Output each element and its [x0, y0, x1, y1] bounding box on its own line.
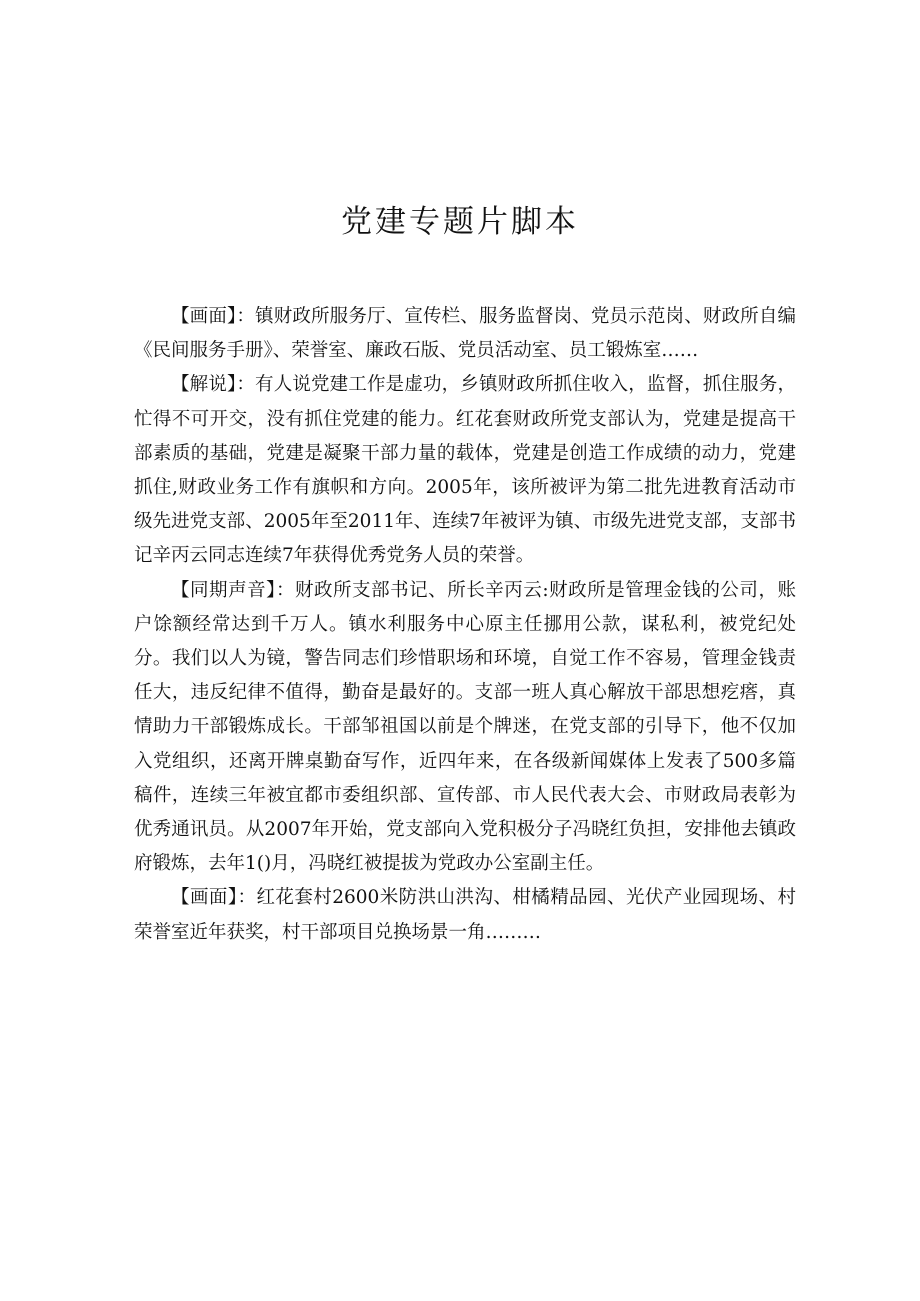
paragraph-scene-2 — [134, 881, 796, 949]
paragraph-sync-sound — [134, 574, 796, 882]
paragraph-narration — [134, 368, 796, 573]
document-title: 党建专题片脚本 — [341, 204, 579, 240]
paragraph-text: ：财政所支部书记、所长辛丙云:财政所是管理金钱的公司，账户馀额经常达到千万人。镇水利服务中心原主任挪用公款，谋私利，被党纪处分。我们以人为镜，警告同志们珍惜职场和环境，自觉工作不容易，管理金钱责任大，违反纪律不值得，勤奋是最好的。支部一班人真心解放干部思想疙瘩，真情助力干部锻炼成长。干部邹祖国以前是个牌迷，在党支部的引导下，他不仅加入党组织，还离开牌桌勤奋写作，近四年来，在各级新闻媒体上发表了500多篇稿件，连续三年被宜都市委组织部、宣传部、市人民代表大会、市财政局表彰为优秀通讯员。从2007年开始，党支部向入党积极分子冯晓红负担，安排他去镇政府锻炼，去年1()月，冯晓红被提拔为党政办公室副主任。 — [134, 579, 796, 875]
document-body — [134, 300, 796, 950]
paragraph-text: ：有人说党建工作是虚功，乡镇财政所抓住收入，监督，抓住服务，忙得不可开交，没有抓住党建的能力。红花套财政所党支部认为，党建是提高干部素质的基础，党建是凝聚干部力量的载体，党建是创造工作成绩的动力，党建抓住,财政业务工作有旗帜和方向。2005年，该所被评为第二批先进教育活动市级先进党支部、2005年至2011年、连续7年被评为镇、市级先进党支部，支部书记辛丙云同志连续7年获得优秀党务人员的荣誉。 — [134, 374, 796, 567]
paragraph-text: ：红花套村2600米防洪山洪沟、柑橘精品园、光伏产业园现场、村荣誉室近年获奖，村干部项目兑换场景一角……… — [134, 887, 796, 943]
paragraph-label: 【画面】 — [171, 887, 238, 909]
paragraph-label: 【同期声音】 — [171, 579, 276, 601]
paragraph-label: 【解说】 — [171, 374, 237, 396]
paragraph-scene-1 — [134, 300, 796, 368]
paragraph-label: 【画面】 — [171, 306, 237, 327]
paragraph-text: ：镇财政所服务厅、宣传栏、服务监督岗、党员示范岗、财政所自编《民间服务手册》、荣誉室、廉政石版、党员活动室、员工锻炼室…… — [134, 306, 796, 362]
